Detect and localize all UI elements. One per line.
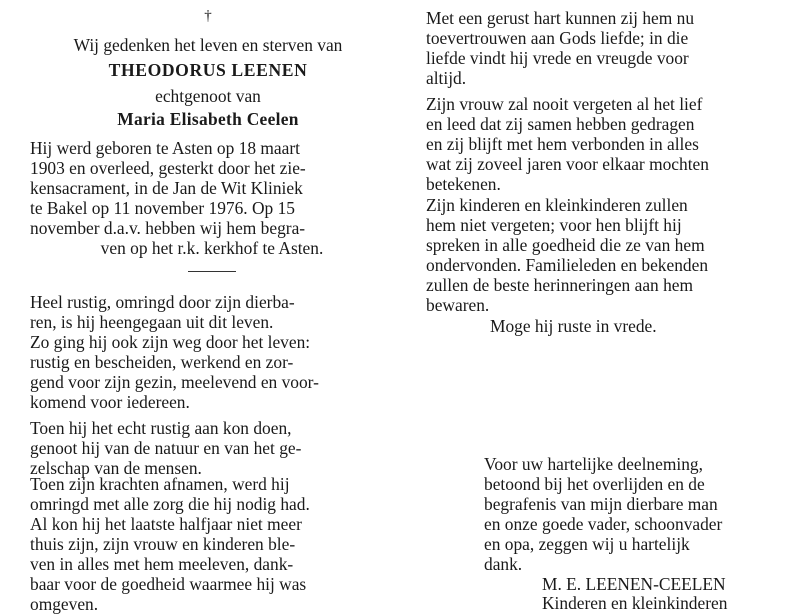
text-line: ven op het r.k. kerkhof te Asten. (100, 238, 324, 258)
divider-rule (188, 271, 236, 272)
text-line: Hij werd geboren te Asten op 18 maart (30, 138, 300, 158)
cross-symbol: † (204, 8, 212, 24)
text-line: spreken in alle goedheid die ze van hem (426, 235, 705, 255)
text-line: rustig en bescheiden, werkend en zor- (30, 352, 294, 372)
text-line: Zijn kinderen en kleinkinderen zullen (426, 195, 688, 215)
text-line: liefde vindt hij vrede en vreugde voor (426, 48, 689, 68)
text-line: Zo ging hij ook zijn weg door het leven: (30, 332, 311, 352)
text-line: betoond bij het overlijden en de (484, 474, 705, 494)
spouse-label: echtgenoot van (155, 86, 261, 106)
text-line: Al kon hij het laatste halfjaar niet meer (30, 514, 302, 534)
text-line: Heel rustig, omringd door zijn dierba- (30, 292, 295, 312)
text-line: wat zij zoveel jaren voor elkaar mochten (426, 154, 709, 174)
text-line: en opa, zeggen wij u hartelijk (484, 534, 690, 554)
text-line: en zij blijft met hem verbonden in alles (426, 134, 699, 154)
text-line: hem niet vergeten; voor hen blijft hij (426, 215, 682, 235)
text-line: ondervonden. Familieleden en bekenden (426, 255, 709, 275)
text-line: Voor uw hartelijke deelneming, (484, 454, 703, 474)
text-line: Met een gerust hart kunnen zij hem nu (426, 8, 695, 28)
text-line: Toen zijn krachten afnamen, werd hij (30, 474, 290, 494)
intro-line: Wij gedenken het leven en sterven van (73, 35, 343, 55)
closing-line: Moge hij ruste in vrede. (490, 316, 657, 336)
text-line: te Bakel op 11 november 1976. Op 15 (30, 198, 295, 218)
text-line: bewaren. (426, 295, 490, 315)
signature-family: Kinderen en kleinkinderen (542, 593, 728, 613)
spouse-name: Maria Elisabeth Ceelen (117, 109, 299, 129)
text-line: en onze goede vader, schoonvader (484, 514, 723, 534)
text-line: dank. (484, 554, 523, 574)
text-line: Zijn vrouw zal nooit vergeten al het lief (426, 94, 703, 114)
signature-line: M. E. LEENEN-CEELEN (542, 574, 726, 594)
text-line: en leed dat zij samen hebben gedragen (426, 114, 695, 134)
text-line: begrafenis van mijn dierbare man (484, 494, 718, 514)
text-line: toevertrouwen aan Gods liefde; in die (426, 28, 689, 48)
deceased-name: THEODORUS LEENEN (108, 60, 308, 80)
text-line: kensacrament, in de Jan de Wit Kliniek (30, 178, 303, 198)
text-line: ven in alles met hem meeleven, dank- (30, 554, 294, 574)
text-line: genoot hij van de natuur en van het ge- (30, 438, 302, 458)
text-line: Toen hij het echt rustig aan kon doen, (30, 418, 292, 438)
text-line: baar voor de goedheid waarmee hij was (30, 574, 307, 594)
text-line: altijd. (426, 68, 467, 88)
text-line: betekenen. (426, 174, 501, 194)
text-line: november d.a.v. hebben wij hem begra- (30, 218, 306, 238)
text-line: thuis zijn, zijn vrouw en kinderen ble- (30, 534, 296, 554)
text-line: zullen de beste herinneringen aan hem (426, 275, 694, 295)
text-line: 1903 en overleed, gesterkt door het zie- (30, 158, 306, 178)
text-line: komend voor iedereen. (30, 392, 190, 412)
text-line: ren, is hij heengegaan uit dit leven. (30, 312, 274, 332)
text-line: omringd met alle zorg die hij nodig had. (30, 494, 310, 514)
text-line: zelschap van de mensen. (30, 458, 202, 478)
text-line: gend voor zijn gezin, meelevend en voor- (30, 372, 319, 392)
text-line: omgeven. (30, 594, 99, 614)
